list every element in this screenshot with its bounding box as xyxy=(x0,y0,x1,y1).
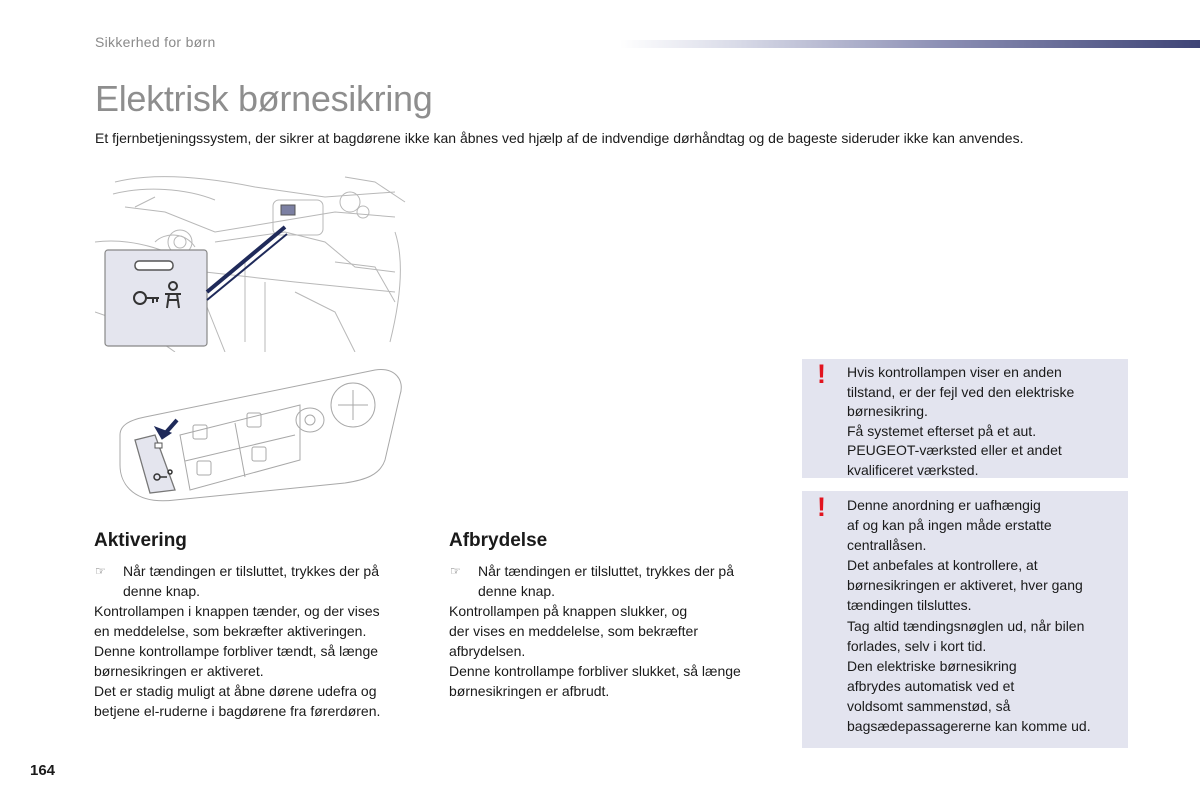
warning-box-fault xyxy=(802,359,1128,478)
deactivation-heading: Afbrydelse xyxy=(449,530,548,551)
warning-line: Hvis kontrollampen viser en anden xyxy=(847,364,1062,380)
deactivation-line: afbrydelsen. xyxy=(449,643,526,659)
dashboard-illustration xyxy=(95,172,410,352)
deactivation-line: der vises en meddelelse, som bekræfter xyxy=(449,623,698,639)
page-number: 164 xyxy=(30,762,56,779)
warning-line: centrallåsen. xyxy=(847,537,927,554)
warning-line: børnesikring. xyxy=(847,403,928,419)
activation-line: Det er stadig muligt at åbne dørene udefra og xyxy=(94,683,377,699)
warning-line: børnesikringen er aktiveret, hver gang xyxy=(847,577,1083,594)
warning-text xyxy=(847,495,1122,736)
activation-line: børnesikringen er aktiveret. xyxy=(94,663,264,679)
deactivation-section xyxy=(449,530,779,701)
intro-paragraph: Et fjernbetjeningssystem, der sikrer at bagdørene ikke kan åbnes ved hjælp af de indvendige dørhåndtag og de bageste sideruder ikke kan anvendes. xyxy=(95,130,1024,146)
door-panel-illustration xyxy=(115,365,405,505)
warning-line: voldsomt sammenstød, så xyxy=(847,697,1011,714)
warning-line: afbrydes automatisk ved et xyxy=(847,677,1015,694)
activation-section xyxy=(94,530,424,721)
deactivation-line: børnesikringen er afbrudt. xyxy=(449,683,610,699)
activation-line: betjene el-ruderne i bagdørene fra førerdøren. xyxy=(94,703,381,719)
header-gradient-bar xyxy=(620,40,1200,48)
activation-line: Kontrollampen i knappen tænder, og der vises xyxy=(94,603,380,619)
deactivation-line: Denne kontrollampe forbliver slukket, så længe xyxy=(449,663,741,679)
warning-line: Få systemet efterset på et aut. xyxy=(847,422,1037,439)
warning-exclamation-icon: ! xyxy=(817,359,826,389)
warning-text xyxy=(847,363,1122,480)
activation-bullet-line: denne knap. xyxy=(123,583,201,599)
warning-line: af og kan på ingen måde erstatte xyxy=(847,517,1052,534)
warning-line: Den elektriske børnesikring xyxy=(847,657,1017,674)
warning-line: tændingen tilsluttes. xyxy=(847,597,972,614)
deactivation-line: Kontrollampen på knappen slukker, og xyxy=(449,603,688,619)
warning-line: Det anbefales at kontrollere, at xyxy=(847,557,1038,574)
warning-line: Denne anordning er uafhængig xyxy=(847,497,1041,513)
warning-exclamation-icon: ! xyxy=(817,492,826,522)
activation-line: en meddelelse, som bekræfter aktiveringen. xyxy=(94,623,367,639)
activation-heading: Aktivering xyxy=(94,530,187,551)
deactivation-bullet-line: Når tændingen er tilsluttet, trykkes der på xyxy=(478,563,735,579)
activation-line: Denne kontrollampe forbliver tændt, så længe xyxy=(94,643,379,659)
pointing-hand-icon: ☞ xyxy=(95,564,106,578)
deactivation-bullet-line: denne knap. xyxy=(478,583,556,599)
section-header: Sikkerhed for børn xyxy=(95,34,216,50)
pointing-hand-icon: ☞ xyxy=(450,564,461,578)
warning-line: forlades, selv i kort tid. xyxy=(847,637,987,654)
activation-bullet xyxy=(94,561,424,601)
page-title: Elektrisk børnesikring xyxy=(95,78,433,119)
warning-line: tilstand, er der fejl ved den elektriske xyxy=(847,383,1075,400)
deactivation-bullet xyxy=(449,561,779,601)
warning-line: Tag altid tændingsnøglen ud, når bilen xyxy=(847,617,1085,634)
warning-line: kvalificeret værksted. xyxy=(847,461,979,478)
warning-box-independent xyxy=(802,491,1128,748)
warning-line: PEUGEOT-værksted eller et andet xyxy=(847,442,1062,458)
warning-line: bagsædepassagererne kan komme ud. xyxy=(847,718,1091,735)
activation-bullet-line: Når tændingen er tilsluttet, trykkes der på xyxy=(123,563,380,579)
